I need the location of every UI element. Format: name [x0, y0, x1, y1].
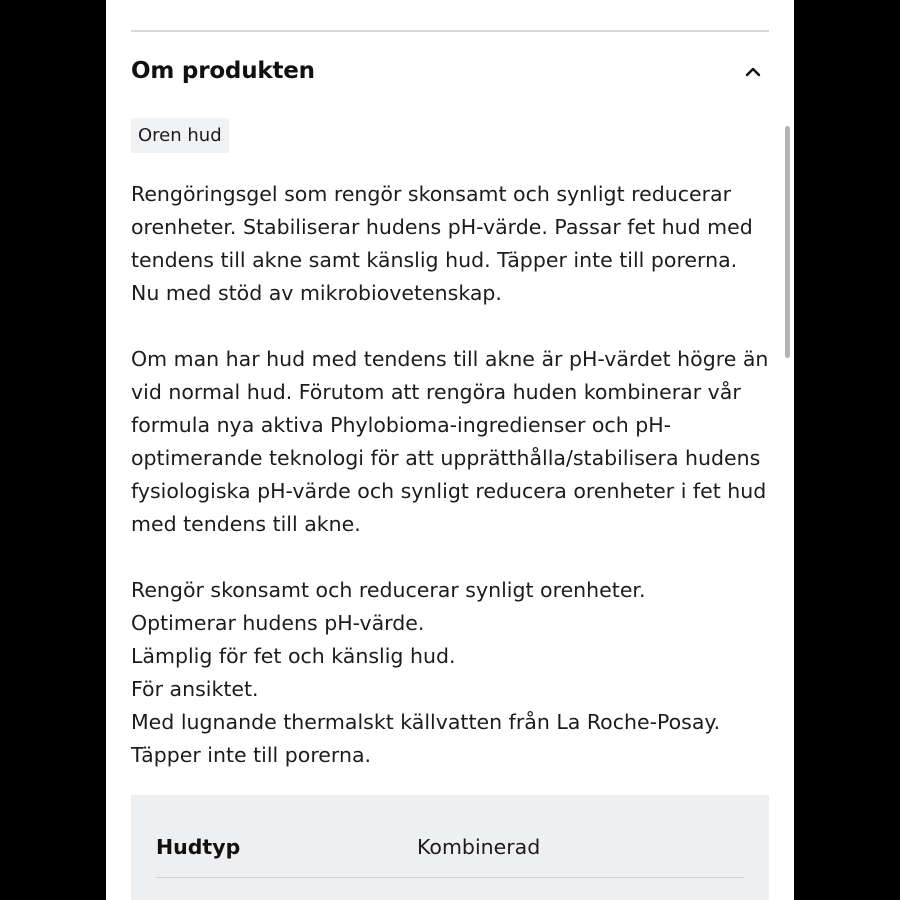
benefit-item: För ansiktet.	[131, 677, 259, 701]
spec-row	[156, 825, 744, 877]
scrollbar-thumb[interactable]	[785, 126, 790, 358]
section-divider	[131, 30, 769, 32]
benefit-item: Med lugnande thermalskt källvatten från La Roche-Posay.	[131, 710, 721, 734]
product-specs-table	[131, 795, 769, 900]
spec-label: Hudtyp	[156, 835, 241, 859]
description-paragraph: Om man har hud med tendens till akne är pH-värdet högre än vid normal hud. Förutom att rengöra huden kombinerar vår formula nya aktiva Phylobioma-ingredienser och pH-optimerande teknologi för att upprätthålla/stabilisera hudens fysiologiska pH-värde och synligt reducera orenheter i fet hud med tendens till akne.	[131, 347, 769, 536]
benefits-list	[131, 574, 771, 772]
benefit-item: Täpper inte till porerna.	[131, 743, 372, 767]
skin-concern-tag: Oren hud	[131, 118, 229, 153]
description-paragraph: Rengöringsgel som rengör skonsamt och synligt reducerar orenheter. Stabiliserar hudens pH-värde. Passar fet hud med tendens till akne samt känslig hud. Täpper inte till porerna. Nu med stöd av mikrobiovetenskap.	[131, 182, 753, 305]
benefit-item: Optimerar hudens pH-värde.	[131, 611, 425, 635]
spec-divider	[156, 877, 744, 878]
product-description	[131, 178, 771, 772]
section-title: Om produkten	[131, 58, 315, 84]
benefit-item: Rengör skonsamt och reducerar synligt orenheter.	[131, 578, 646, 602]
accordion-header-om-produkten[interactable]	[131, 52, 769, 96]
benefit-item: Lämplig för fet och känslig hud.	[131, 644, 456, 668]
spec-value: Kombinerad	[417, 835, 541, 859]
product-info-panel	[106, 0, 794, 900]
chevron-up-icon[interactable]	[739, 58, 767, 86]
